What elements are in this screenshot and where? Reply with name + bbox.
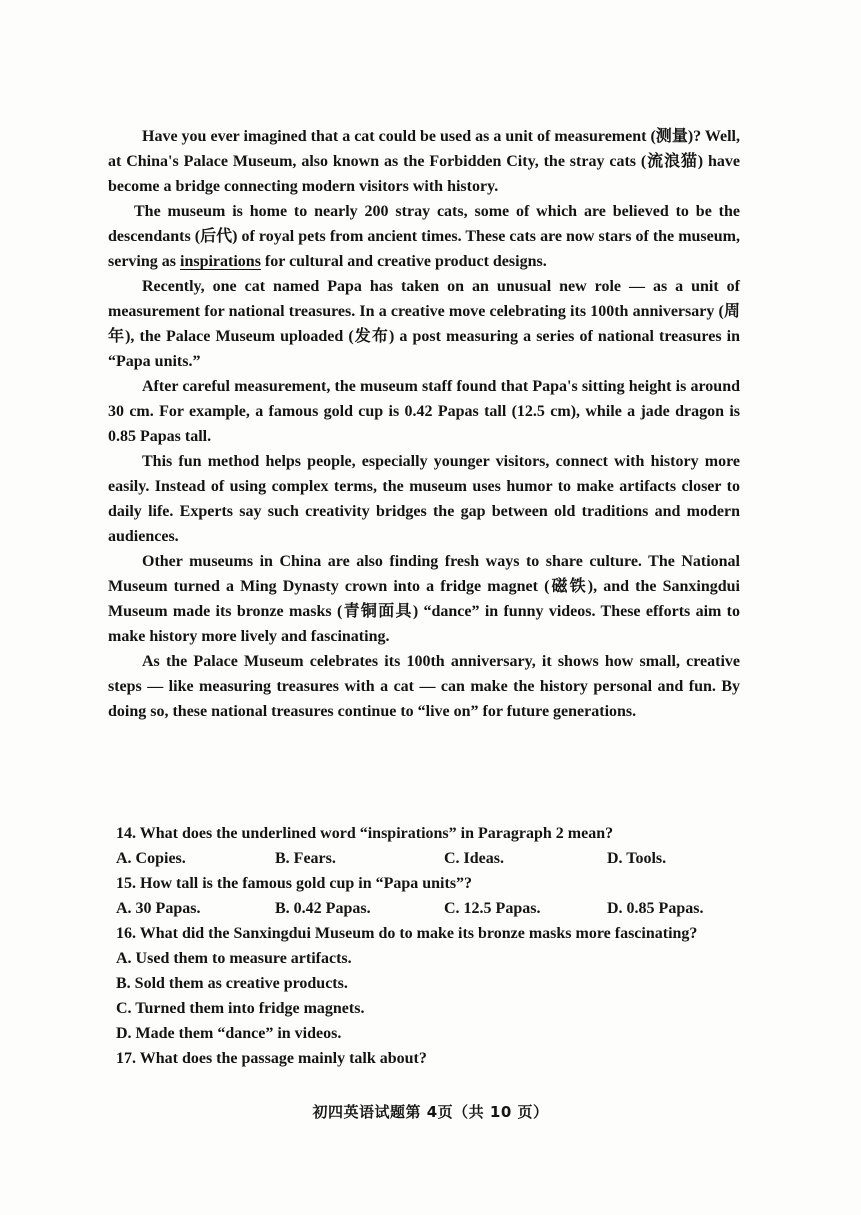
option-c: C. Turned them into fridge magnets. [116, 1000, 365, 1017]
option-a: A. 30 Papas. [116, 900, 201, 917]
paragraph-2-text-before: The museum is home to nearly 200 stray cats, some of which are believed to be the descendants (后代) of royal pets from ancient times. These cats are now stars of the museum, serving as [108, 203, 740, 270]
passage-paragraph-5: This fun method helps people, especially younger visitors, connect with history more easily. Instead of using complex terms, the museum uses humor to make artifacts closer to daily life. Experts say such creativity bridges the gap between old traditions and modern audiences. [108, 453, 740, 545]
underlined-word: inspirations [180, 253, 261, 270]
passage-paragraph-4: After careful measurement, the museum staff found that Papa's sitting height is around 30 cm. For example, a famous gold cup is 0.42 Papas tall (12.5 cm), while a jade dragon is 0.85 Papas tall. [108, 378, 740, 445]
passage-paragraph-1: Have you ever imagined that a cat could be used as a unit of measurement (测量)? Well, at China's Palace Museum, also known as the Forbidden City, the stray cats (流浪猫) have become a bridge connecting modern visitors with history. [108, 128, 740, 195]
question-15-options [116, 896, 742, 921]
passage-paragraph-7: As the Palace Museum celebrates its 100th anniversary, it shows how small, creative steps — like measuring treasures with a cat — can make the history personal and fun. By doing so, these national treasures continue to “live on” for future generations. [108, 653, 740, 720]
question-15-stem: 15. How tall is the famous gold cup in “Papa units”? [116, 875, 473, 892]
option-d: D. Made them “dance” in videos. [116, 1025, 342, 1042]
question-14-options [116, 846, 742, 871]
paragraph-2-text-after: for cultural and creative product designs. [260, 253, 547, 270]
option-b: B. Fears. [275, 850, 336, 867]
passage-paragraph-6: Other museums in China are also finding fresh ways to share culture. The National Museum turned a Ming Dynasty crown into a fridge magnet (磁铁), and the Sanxingdui Museum made its bronze masks (青铜面具) “dance” in funny videos. These efforts aim to make history more lively and fascinating. [108, 553, 740, 645]
question-list [116, 821, 742, 1071]
option-c: C. Ideas. [444, 850, 505, 867]
option-b: B. Sold them as creative products. [116, 975, 348, 992]
option-a: A. Copies. [116, 850, 186, 867]
passage-paragraph-2 [108, 199, 740, 274]
option-a: A. Used them to measure artifacts. [116, 950, 352, 967]
option-d: D. 0.85 Papas. [607, 900, 704, 917]
reading-passage [108, 124, 740, 724]
page-footer: 初四英语试题第 4页（共 10 页） [312, 1103, 549, 1121]
option-b: B. 0.42 Papas. [275, 900, 371, 917]
option-d: D. Tools. [607, 850, 667, 867]
question-16-stem: 16. What did the Sanxingdui Museum do to make its bronze masks more fascinating? [116, 925, 698, 942]
question-14-stem: 14. What does the underlined word “inspirations” in Paragraph 2 mean? [116, 825, 614, 842]
option-c: C. 12.5 Papas. [444, 900, 541, 917]
question-17-stem: 17. What does the passage mainly talk about? [116, 1050, 427, 1067]
passage-paragraph-3: Recently, one cat named Papa has taken on an unusual new role — as a unit of measurement for national treasures. In a creative move celebrating its 100th anniversary (周年), the Palace Museum uploaded (发布) a post measuring a series of national treasures in “Papa units.” [108, 278, 740, 370]
